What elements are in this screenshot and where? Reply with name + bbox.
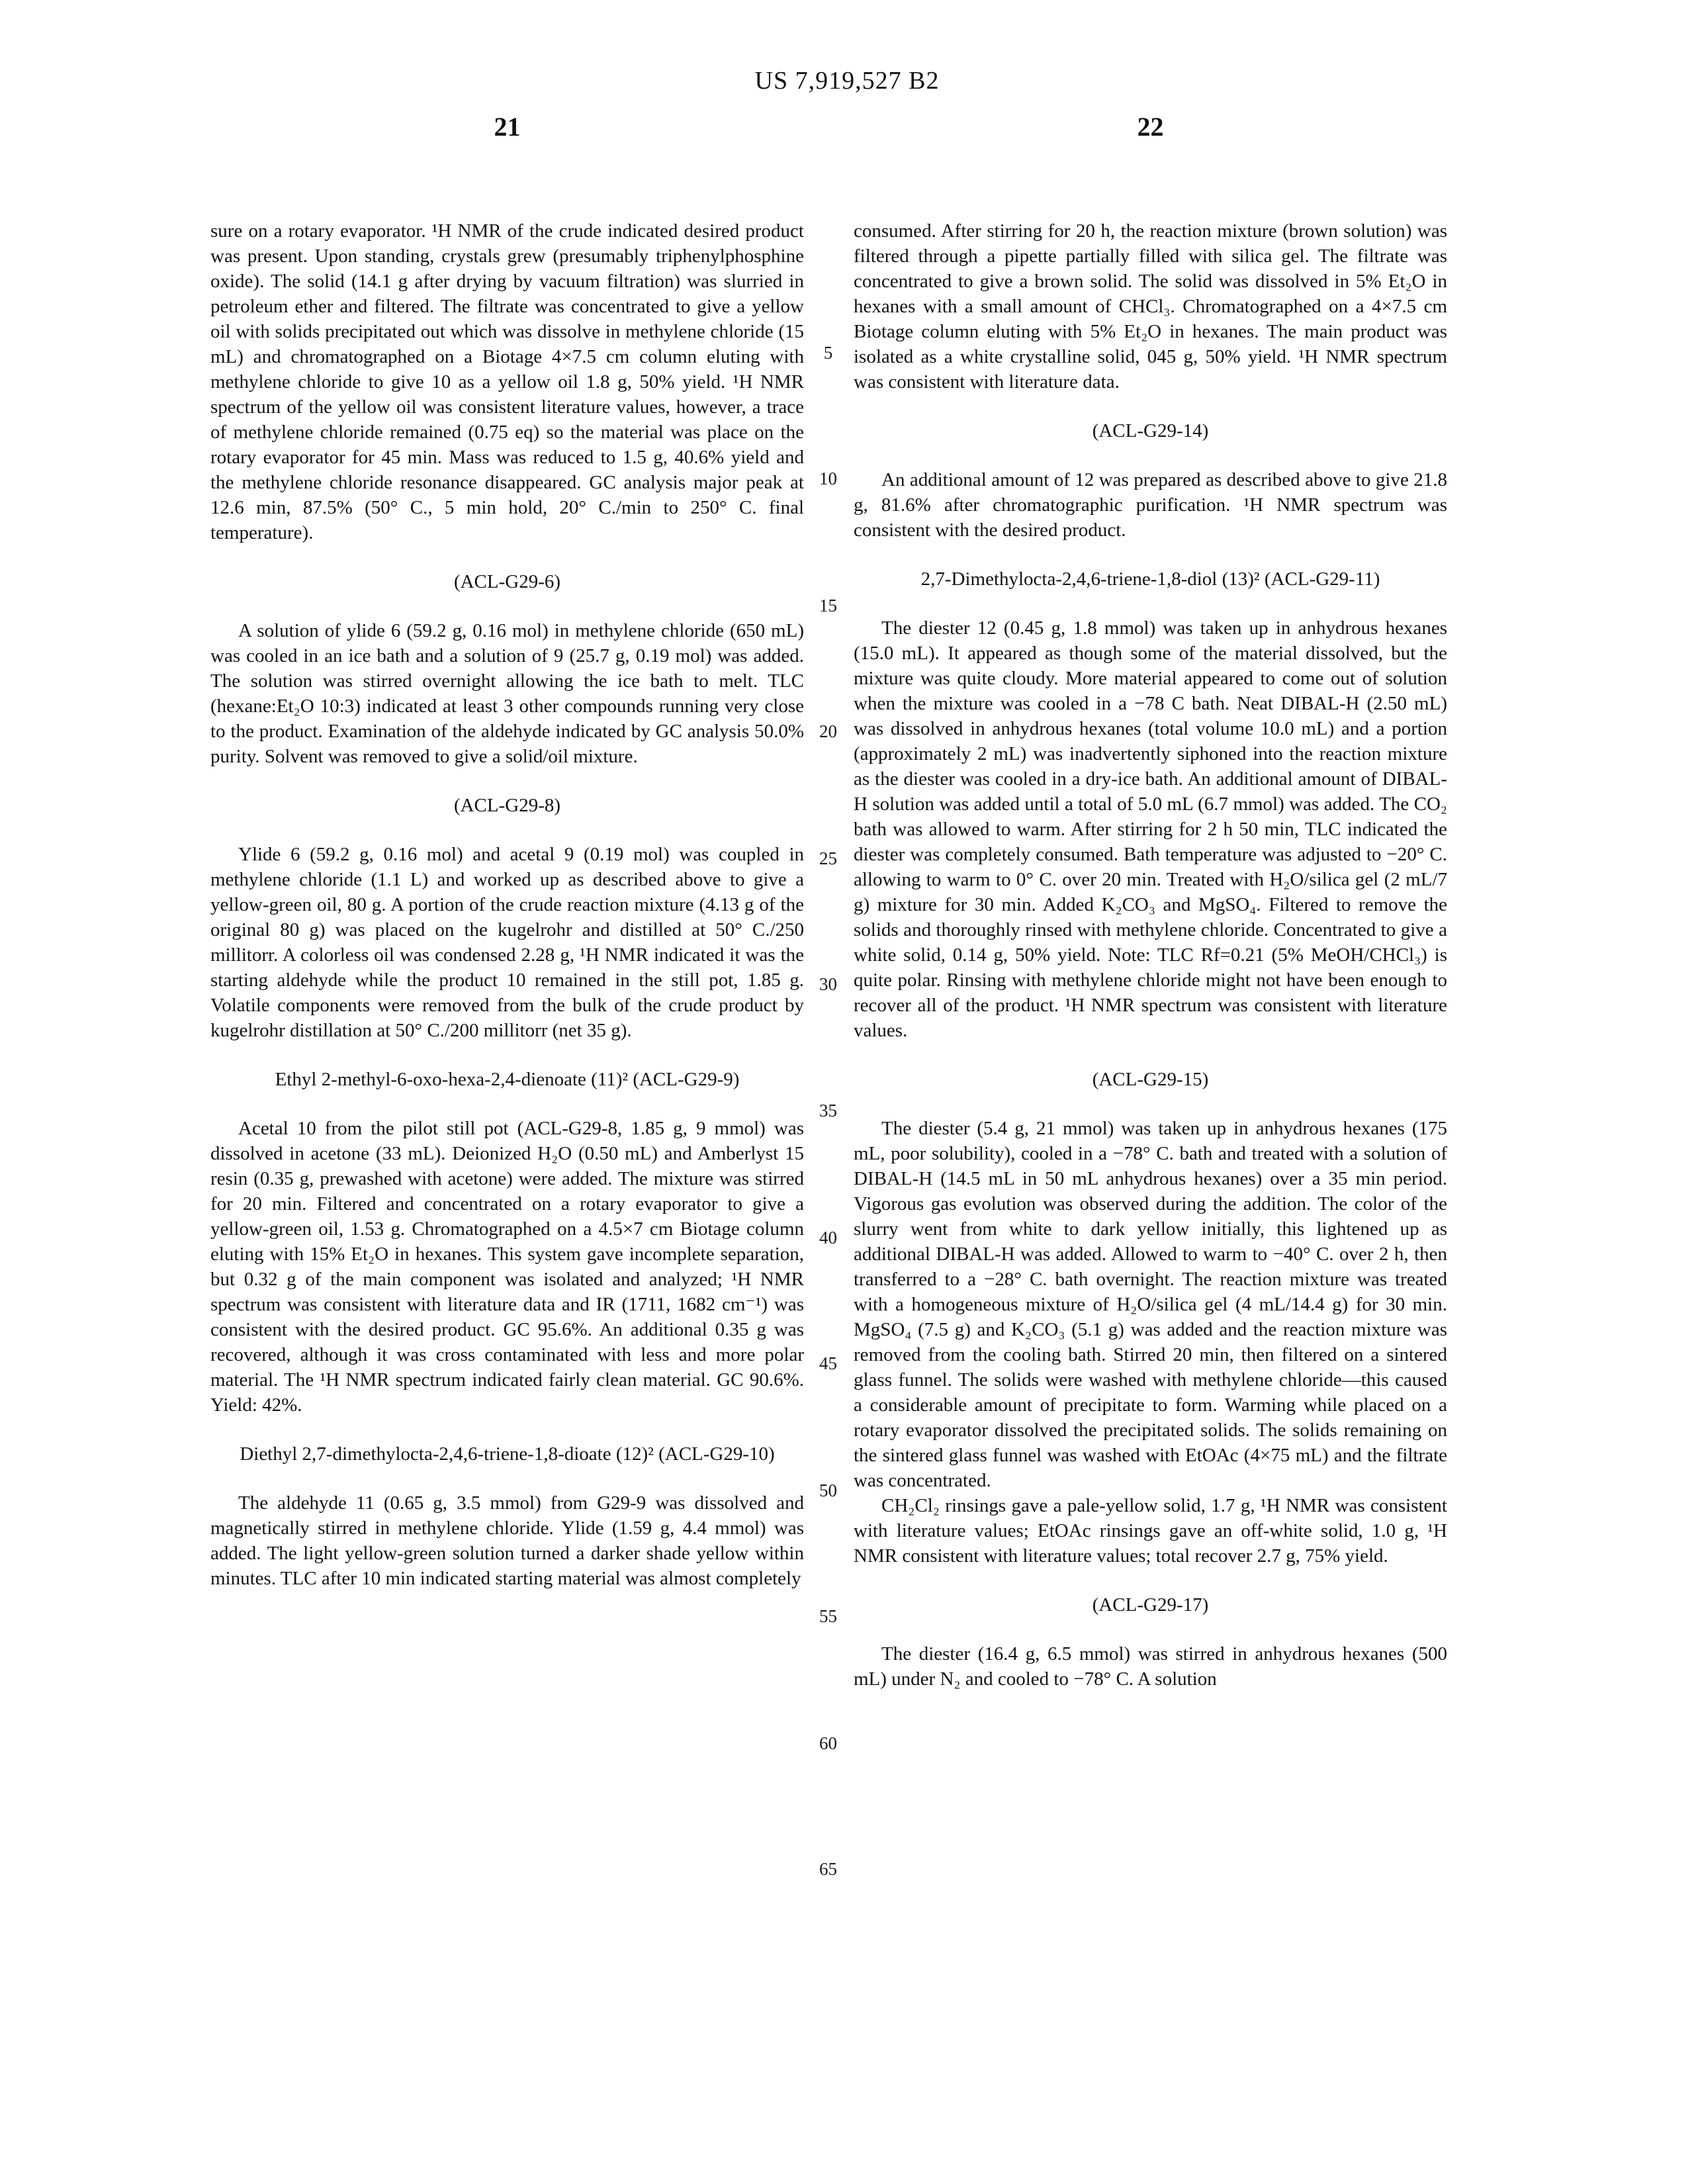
compound-heading: Diethyl 2,7-dimethylocta-2,4,6-triene-1,8-dioate (12)² (ACL-G29-10): [240, 1443, 775, 1465]
section-heading: (ACL-G29-6): [453, 571, 561, 592]
column-left: [210, 218, 804, 1591]
line-number: 65: [819, 1859, 837, 1879]
compound-heading: Ethyl 2-methyl-6-oxo-hexa-2,4-dienoate (11)² (ACL-G29-9): [275, 1069, 740, 1090]
line-number: 50: [819, 1480, 837, 1500]
line-number: 10: [819, 469, 837, 488]
column-number-left: 21: [494, 112, 521, 142]
line-number: 60: [819, 1733, 837, 1753]
line-number: 30: [819, 974, 837, 994]
paragraph: Ylide 6 (59.2 g, 0.16 mol) and acetal 9 (0.19 mol) was coupled in methylene chloride (1.1 L) and worked up as described above to give a yellow-green oil, 80 g. A portion of the crude reaction mixture (4.13 g of the original 80 g) was placed on the kugelrohr and distilled at 50° C./250 millitorr. A colorless oil was condensed 2.28 g, ¹H NMR indicated it was the starting aldehyde while the product 10 remained in the still pot, 1.85 g. Volatile components were removed from the bulk of the crude product by kugelrohr distillation at 50° C./200 millitorr (net 35 g).: [210, 844, 804, 1041]
line-number: 55: [819, 1606, 837, 1626]
paragraph: The diester 12 (0.45 g, 1.8 mmol) was taken up in anhydrous hexanes (15.0 mL). It appeared as though some of the material dissolved, but the mixture was quite cloudy. More material appeared to come out of solution when the mixture was cooled in a −78 C bath. Neat DIBAL-H (2.50 mL) was dissolved in anhydrous hexanes (total volume 10.0 mL) and a portion (approximately 2 mL) was inadvertently siphoned into the reaction mixture as the diester was cooled in a dry-ice bath. An additional amount of DIBAL-H solution was added until a total of 5.0 mL (6.7 mmol) was added. The CO₂ bath was allowed to warm. After stirring for 2 h 50 min, TLC indicated the diester was completely consumed. Bath temperature was adjusted to −20° C. allowing to warm to 0° C. over 20 min. Treated with H₂O/silica gel (2 mL/7 g) mixture for 30 min. Added K₂CO₃ and MgSO₄. Filtered to remove the solids and thoroughly rinsed with methylene chloride. Concentrated to give a white solid, 0.14 g, 50% yield. Note: TLC Rf=0.21 (5% MeOH/CHCl₃) is quite polar. Rinsing with methylene chloride might not have been enough to recover all of the product. ¹H NMR spectrum was consistent with literature values.: [854, 617, 1447, 1041]
paragraph: CH₂Cl₂ rinsings gave a pale-yellow solid, 1.7 g, ¹H NMR was consistent with literature values; EtOAc rinsings gave an off-white solid, 1.0 g, ¹H NMR consistent with literature values; total recover 2.7 g, 75% yield.: [854, 1495, 1447, 1567]
paragraph: consumed. After stirring for 20 h, the reaction mixture (brown solution) was filtered through a pipette partially filled with silica gel. The filtrate was concentrated to give a brown solid. The solid was dissolved in 5% Et₂O in hexanes with a small amount of CHCl₃. Chromatographed on a 4×7.5 cm Biotage column eluting with 5% Et₂O in hexanes. The main product was isolated as a white crystalline solid, 045 g, 50% yield. ¹H NMR spectrum was consistent with literature data.: [854, 220, 1447, 392]
paragraph: sure on a rotary evaporator. ¹H NMR of the crude indicated desired product was present. Upon standing, crystals grew (presumably triphenylphosphine oxide). The solid (14.1 g after drying by vacuum filtration) was slurried in petroleum ether and filtered. The filtrate was concentrated to give a yellow oil with solids precipitated out which was dissolve in methylene chloride (15 mL) and chromatographed on a Biotage 4×7.5 cm column eluting with methylene chloride to give 10 as a yellow oil 1.8 g, 50% yield. ¹H NMR spectrum of the yellow oil was consistent literature values, however, a trace of methylene chloride remained (0.75 eq) so the material was place on the rotary evaporator for 45 min. Mass was reduced to 1.5 g, 40.6% yield and the methylene chloride resonance disappeared. GC analysis major peak at 12.6 min, 87.5% (50° C., 5 min hold, 20° C./min to 250° C. final temperature).: [210, 220, 804, 543]
column-right: [854, 218, 1447, 1692]
line-number: 20: [819, 721, 837, 741]
column-number-right: 22: [1137, 112, 1164, 142]
line-number: 35: [819, 1101, 837, 1120]
compound-heading: 2,7-Dimethylocta-2,4,6-triene-1,8-diol (13)² (ACL-G29-11): [920, 569, 1380, 590]
paragraph: Acetal 10 from the pilot still pot (ACL-G29-8, 1.85 g, 9 mmol) was dissolved in acetone (33 mL). Deionized H₂O (0.50 mL) and Amberlyst 15 resin (0.35 g, prewashed with acetone) were added. The mixture was stirred for 20 min. Filtered and concentrated on a rotary evaporator to give a yellow-green oil, 1.53 g. Chromatographed on a 4.5×7 cm Biotage column eluting with 15% Et₂O in hexanes. This system gave incomplete separation, but 0.32 g of the main component was isolated and analyzed; ¹H NMR spectrum was consistent with literature data and IR (1711, 1682 cm⁻¹) was consistent with the desired product. GC 95.6%. An additional 0.35 g was recovered, although it was cross contaminated with less and more polar material. The ¹H NMR spectrum indicated fairly clean material. GC 90.6%. Yield: 42%.: [210, 1118, 804, 1416]
line-number: 15: [819, 596, 837, 615]
line-number: 25: [819, 848, 837, 868]
paragraph: A solution of ylide 6 (59.2 g, 0.16 mol) in methylene chloride (650 mL) was cooled in an ice bath and a solution of 9 (25.7 g, 0.19 mol) was added. The solution was stirred overnight allowing the ice bath to melt. TLC (hexane:Et₂O 10:3) indicated at least 3 other compounds running very close to the product. Examination of the aldehyde indicated by GC analysis 50.0% purity. Solvent was removed to give a solid/oil mixture.: [210, 620, 804, 767]
section-heading: (ACL-G29-15): [1092, 1069, 1209, 1090]
patent-number: US 7,919,527 B2: [754, 67, 940, 95]
section-heading: (ACL-G29-17): [1092, 1594, 1209, 1615]
paragraph: The diester (5.4 g, 21 mmol) was taken up in anhydrous hexanes (175 mL, poor solubility), cooled in a −78° C. bath and treated with a solution of DIBAL-H (14.5 mL in 50 mL anhydrous hexanes) over a 35 min period. Vigorous gas evolution was observed during the addition. The color of the slurry went from white to dark yellow initially, this lightened up as additional DIBAL-H was added. Allowed to warm to −40° C. over 2 h, then transferred to a −28° C. bath overnight. The reaction mixture was treated with a homogeneous mixture of H₂O/silica gel (4 mL/14.4 g) for 30 min. MgSO₄ (7.5 g) and K₂CO₃ (5.1 g) was added and the reaction mixture was removed from the cooling bath. Stirred 20 min, then filtered on a sintered glass funnel. The solids were washed with methylene chloride—this caused a considerable amount of precipitate to form. Warming while placed on a rotary evaporator dissolved the precipitated solids. The solids remaining on the sintered glass funnel was washed with EtOAc (4×75 mL) and the filtrate was concentrated.: [854, 1118, 1447, 1491]
paragraph: The diester (16.4 g, 6.5 mmol) was stirred in anhydrous hexanes (500 mL) under N₂ and cooled to −78° C. A solution: [854, 1643, 1447, 1690]
line-number: 5: [823, 343, 833, 363]
paragraph: An additional amount of 12 was prepared as described above to give 21.8 g, 81.6% after chromatographic purification. ¹H NMR spectrum was consistent with the desired product.: [854, 469, 1447, 541]
paragraph: The aldehyde 11 (0.65 g, 3.5 mmol) from G29-9 was dissolved and magnetically stirred in methylene chloride. Ylide (1.59 g, 4.4 mmol) was added. The light yellow-green solution turned a darker shade yellow within minutes. TLC after 10 min indicated starting material was almost completely: [210, 1492, 804, 1589]
line-number: 45: [819, 1353, 837, 1373]
line-number: 40: [819, 1228, 837, 1248]
section-heading: (ACL-G29-8): [453, 795, 561, 816]
section-heading: (ACL-G29-14): [1092, 420, 1209, 441]
